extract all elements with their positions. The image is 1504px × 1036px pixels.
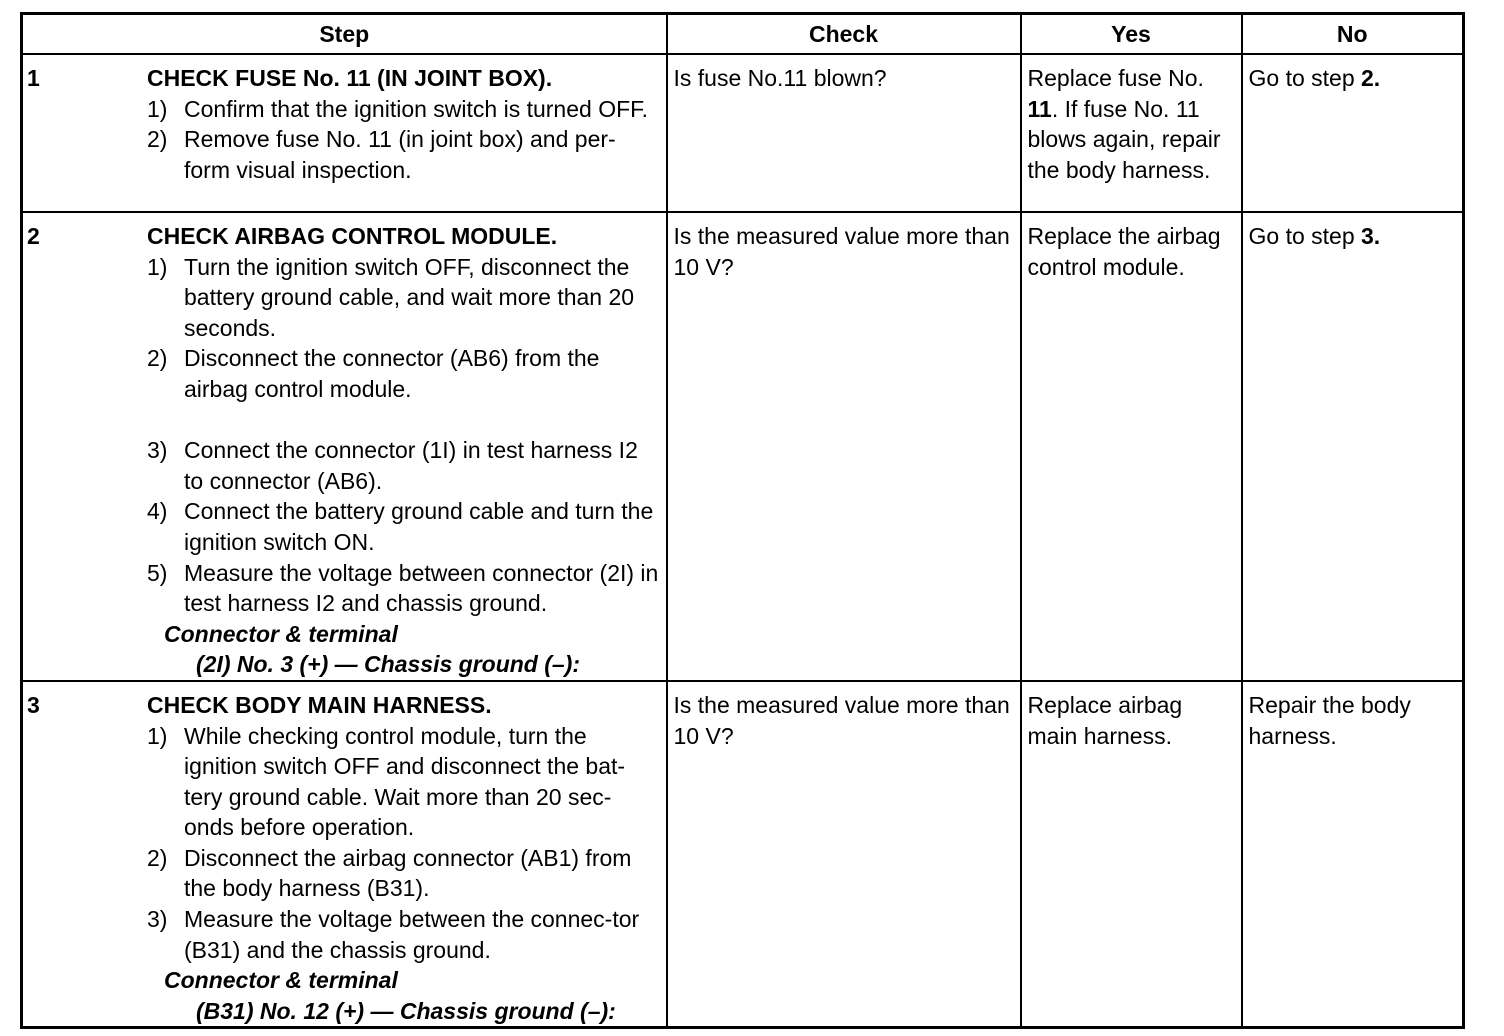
table-row (22, 54, 1464, 212)
sub-step: 4) Connect the battery ground cable and turn the ignition switch ON. (147, 498, 654, 555)
header-step: Step (22, 14, 667, 55)
no-cell: Repair the body harness. (1242, 681, 1464, 1028)
header-check: Check (667, 14, 1021, 55)
step-cell (22, 681, 667, 1028)
sub-step: 2) Disconnect the airbag connector (AB1) from the body harness (B31). (147, 844, 632, 902)
step-number: 3 (27, 691, 40, 718)
sub-step: 3) Connect the connector (1I) in test harness I2 to connector (AB6). (147, 437, 638, 494)
header-row (22, 14, 1464, 55)
yes-cell: Replace the airbag control module. (1021, 212, 1242, 681)
diagnostic-procedure-table (20, 12, 1465, 1029)
check-cell: Is fuse No.11 blown? (667, 54, 1021, 212)
table-row (22, 681, 1464, 1028)
step-cell (22, 54, 667, 212)
step-number: 1 (27, 65, 40, 91)
step-title: CHECK BODY MAIN HARNESS. (147, 691, 492, 718)
sub-step: 5) Measure the voltage between connector (2I) in test harness I2 and chassis ground. (147, 559, 659, 617)
sub-step: 1) Confirm that the ignition switch is turned OFF. (147, 95, 649, 122)
sub-step: 1) Turn the ignition switch OFF, disconnect the battery ground cable, and wait more than 20 seconds. (147, 253, 635, 341)
check-cell: Is the measured value more than 10 V? (667, 212, 1021, 681)
sub-step: 1) While checking control module, turn the ignition switch OFF and disconnect the bat-tery ground cable. Wait more than 20 sec-onds before operation. (147, 722, 626, 841)
yes-cell: Replace airbag main harness. (1021, 681, 1242, 1028)
no-cell: Go to step 2. (1242, 54, 1464, 212)
step-cell (22, 212, 667, 681)
connector-terminal-label: Connector & terminal (164, 620, 398, 647)
header-no: No (1242, 14, 1464, 55)
yes-cell: Replace fuse No. 11. If fuse No. 11 blows again, repair the body harness. (1021, 54, 1242, 212)
sub-step: 3) Measure the voltage between the connec-tor (B31) and the chassis ground. (147, 906, 640, 963)
table-row (22, 212, 1464, 681)
connector-terminal-label: Connector & terminal (164, 967, 398, 994)
check-cell: Is the measured value more than 10 V? (667, 681, 1021, 1028)
sub-step: 2) Remove fuse No. 11 (in joint box) and per-form visual inspection. (147, 126, 616, 183)
header-yes: Yes (1021, 14, 1242, 55)
no-cell: Go to step 3. (1242, 212, 1464, 681)
connector-terminal-value: (B31) No. 12 (+) — Chassis ground (–): (196, 997, 616, 1024)
step-title: CHECK FUSE No. 11 (IN JOINT BOX). (147, 65, 553, 91)
sub-step: 2) Disconnect the connector (AB6) from the airbag control module. (147, 345, 600, 402)
step-number: 2 (27, 223, 40, 249)
connector-terminal-value: (2I) No. 3 (+) — Chassis ground (–): (196, 651, 581, 678)
step-title: CHECK AIRBAG CONTROL MODULE. (147, 223, 558, 249)
